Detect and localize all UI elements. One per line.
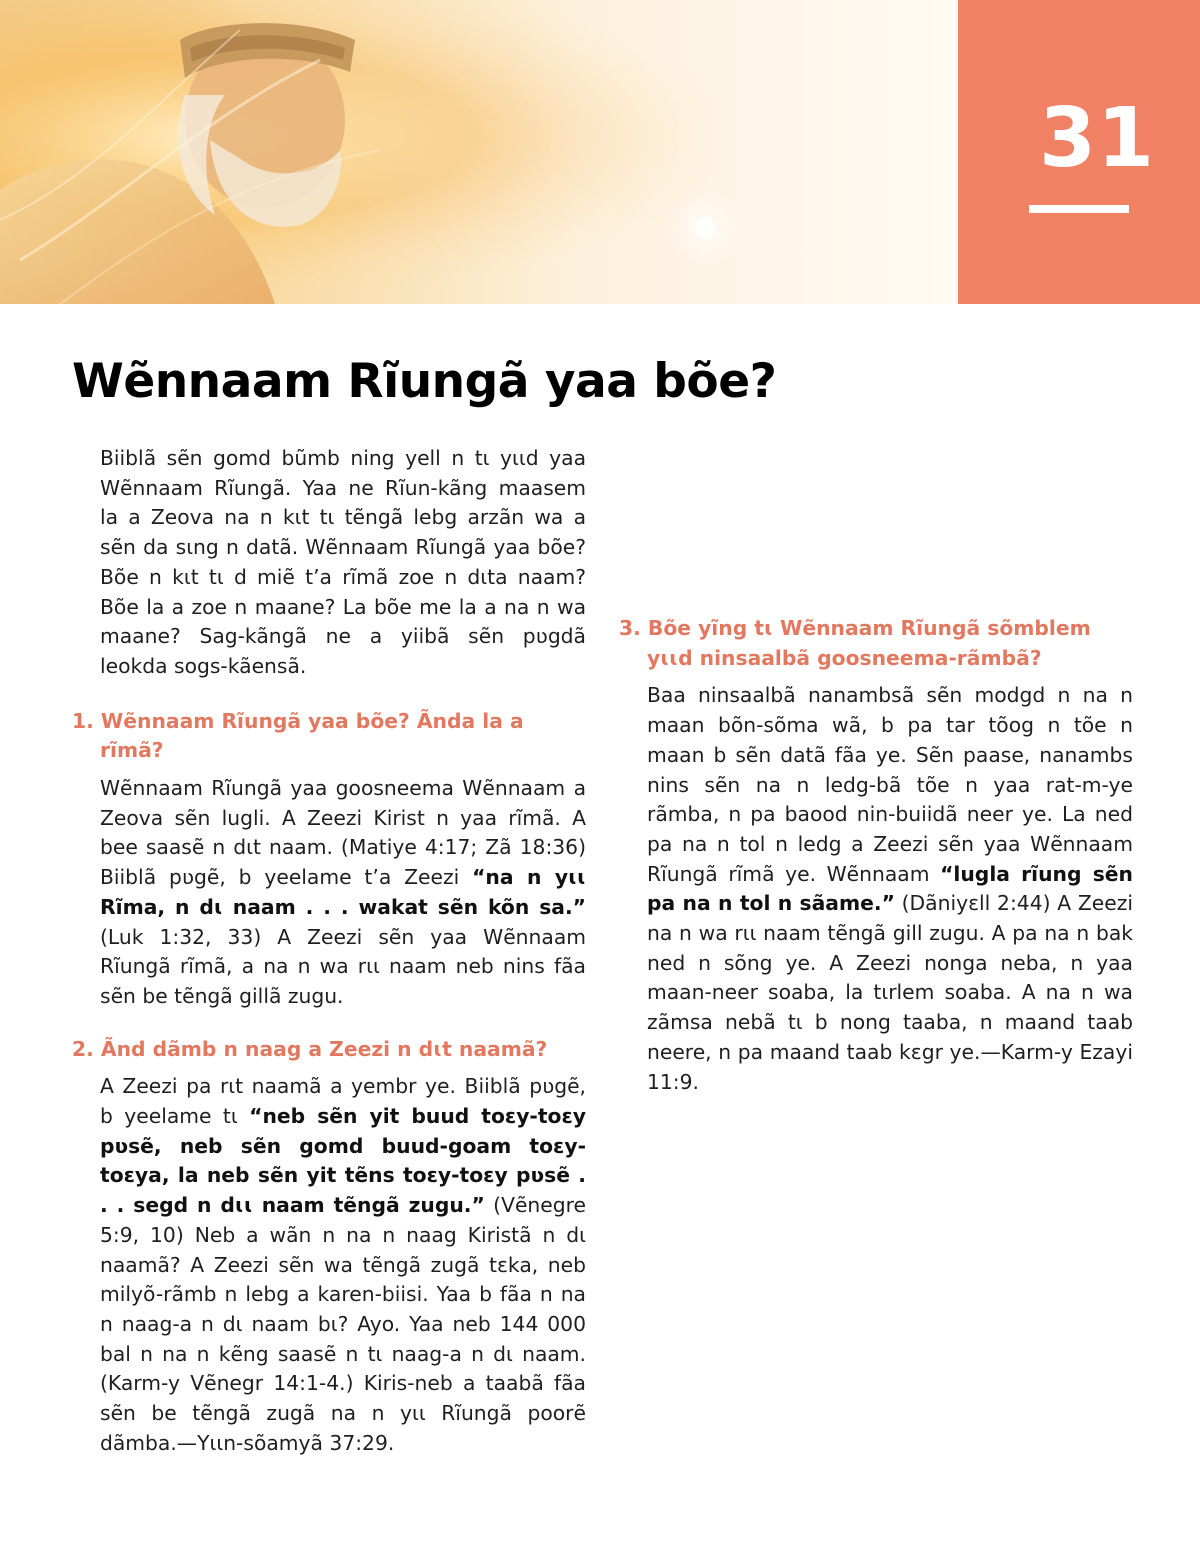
question-2-heading: 2. Ãnd dãmb n naag a Zeezi n dɩt naamã?	[72, 1036, 548, 1061]
answer-2-text: A Zeezi pa rɩt naamã a yembr ye. Biiblã pʋgẽ, b yeelame tɩ	[100, 1074, 586, 1129]
answer-1-quote: “na n yɩɩ Rĩma, n dɩ naam . . . wakat sẽn kõn sa.”	[100, 865, 586, 919]
right-column	[619, 614, 1133, 1097]
answer-3-text: Baa ninsaalbã nanambsã sẽn modgd n na n maan bõn-sõma wã, b pa tar tõog n tõe n maan b sẽn datã fãa ye. Sẽn paase, nanambs nins sẽn na n ledg-bã tõe n yaa rat-m-ye rãmba, n pa baood nin-buiidã neer ye. La ned pa na n tol n ledg a Zeezi sẽn yaa Wẽnnaam Rĩungã rĩmã ye. Wẽnnaam	[647, 683, 1133, 886]
answer-2-quote: “neb sẽn yit buud toɛy-toɛy pʋsẽ, neb sẽn gomd buud-goam toɛy-toɛya, la neb sẽn yit tẽns toɛy-toɛy pʋsẽ . . . segd n dɩɩ naam tẽngã zugu.”	[100, 1104, 586, 1218]
king-figure-illustration	[0, 0, 958, 304]
answer-2-paragraph	[100, 1072, 586, 1458]
question-3-heading: 3. Bõe yĩng tɩ Wẽnnaam Rĩungã sõmblem yɩɩd ninsaalbã goosneema-rãmbã?	[619, 616, 1091, 670]
chapter-number: 31	[1038, 91, 1156, 186]
header-illustration	[0, 0, 958, 304]
answer-3-quote: “lugla rĩung sẽn pa na n tol n sãame.”	[647, 861, 1133, 916]
answer-2-text-end: (Vẽnegre 5:9, 10) Neb a wãn n na n naag Kiristã n dɩ naamã? A Zeezi sẽn wa tẽngã zugã tɛka, neb milyõ-rãmb n lebg a karen-biisi. Yaa b fãa n na n naag-a n dɩ naam bɩ? Ayo. Yaa neb 144 000 bal n na n kẽng saasẽ n tɩ naag-a n dɩ naam. (Karm-y Vẽnegr 14:1-4.) Kiris-neb a taabã fãa sẽn be tẽngã zugã na n yɩɩ Rĩungã poorẽ dãmba.—Yɩɩn-sõamyã 37:29.	[100, 1193, 586, 1455]
answer-1-text: Wẽnnaam Rĩungã yaa goosneema Wẽnnaam a Zeova sẽn lugli. A Zeezi Kirist n yaa rĩmã. A bee saasẽ n dɩt naam. (Matiye 4:17; Zã 18:36) Biiblã pʋgẽ, b yeelame t’a Zeezi	[100, 776, 586, 890]
left-column	[72, 444, 586, 1459]
answer-3-text-end: (Dãniyɛll 2:44) A Zeezi na n wa rɩɩ naam tẽngã gill zugu. A pa na n bak ned n sõng ye. A Zeezi nonga neba, n yaa maan-neer soaba, la tɩrlem soaba. A na n wa zãmsa nebã tɩ b nong taaba, n maand taab neere, n pa maand taab kɛgr ye.—Karm-y Ezayi 11:9.	[647, 891, 1133, 1094]
answer-3-paragraph	[647, 681, 1133, 1097]
question-1-heading: 1. Wẽnnaam Rĩungã yaa bõe? Ãnda la a rĩmã?	[72, 708, 524, 763]
intro-paragraph: Biiblã sẽn gomd bũmb ning yell n tɩ yɩɩd yaa Wẽnnaam Rĩungã. Yaa ne Rĩun-kãng maasem la a Zeova na n kɩt tɩ tẽngã lebg arzãn wa a sẽn da sɩng n datã. Wẽnnaam Rĩungã yaa bõe? Bõe n kɩt tɩ d miẽ t’a rĩmã zoe n dɩta naam? Bõe la a zoe n maane? La bõe me la a na n wa maane? Sag-kãngã ne a yiibã sẽn pʋgdã leokda sogs-kãensã.	[100, 446, 586, 678]
answer-1-paragraph	[100, 774, 586, 1012]
chapter-number-underline	[1029, 205, 1129, 213]
page-title: Wẽnnaam Rĩungã yaa bõe?	[72, 354, 777, 409]
chapter-number-panel	[958, 0, 1200, 304]
answer-1-text-end: (Luk 1:32, 33) A Zeezi sẽn yaa Wẽnnaam Rĩungã rĩmã, a na n wa rɩɩ naam neb nins fãa sẽn be tẽngã gillã zugu.	[100, 924, 586, 1008]
